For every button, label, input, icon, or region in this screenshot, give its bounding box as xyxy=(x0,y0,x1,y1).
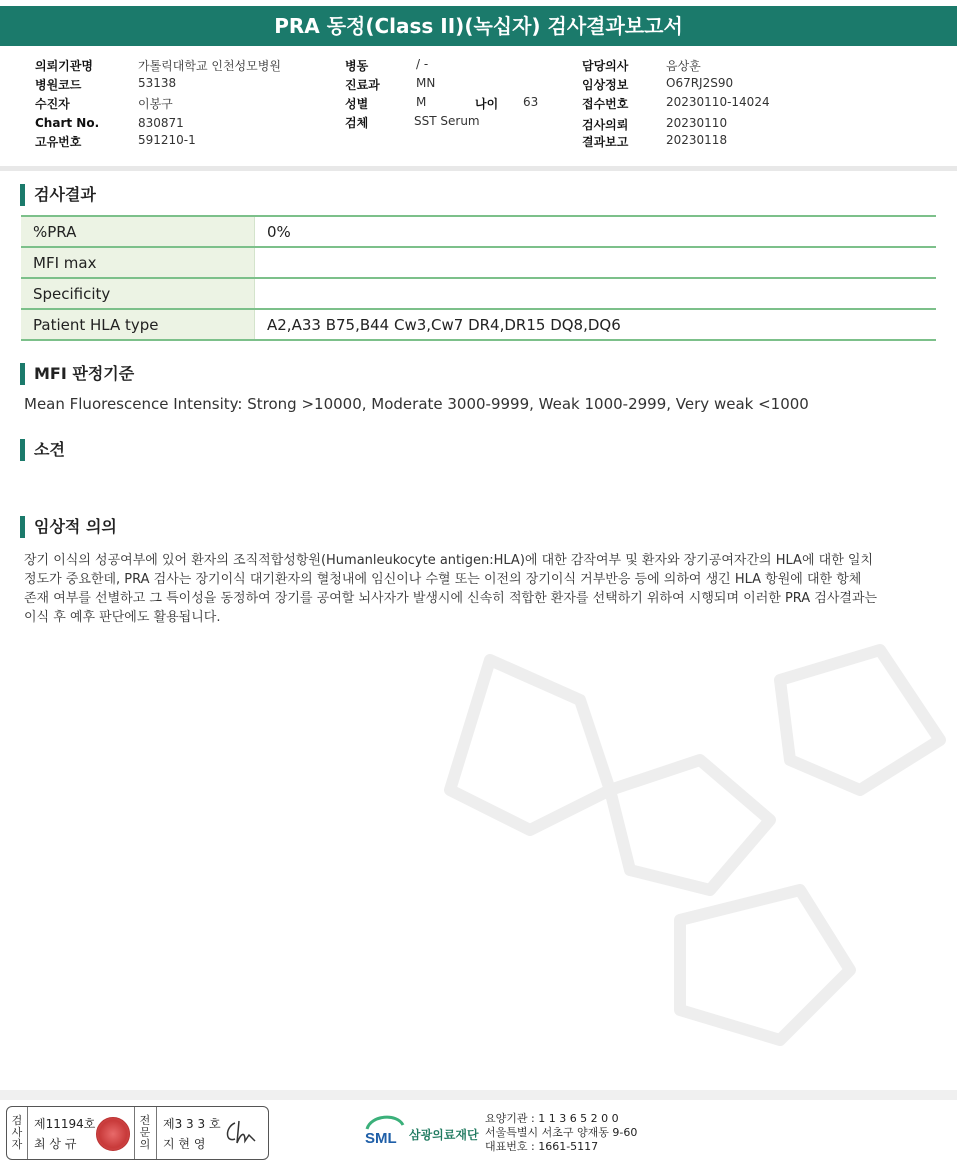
table-row xyxy=(21,278,936,309)
chart-no-value: 830871 xyxy=(138,116,184,130)
sex-label: 성별 xyxy=(345,97,369,111)
result-value xyxy=(255,278,937,309)
examinee-label: 수진자 xyxy=(35,97,70,111)
signature-icon xyxy=(221,1117,261,1147)
specialist-license: 제3 3 3 호 xyxy=(163,1117,221,1131)
clinical-info-value: O67RJ2S90 xyxy=(666,76,734,90)
report-date-value: 20230118 xyxy=(666,133,728,147)
result-value xyxy=(255,247,937,278)
unique-id-label: 고유번호 xyxy=(35,135,82,149)
hospital-code-label: 병원코드 xyxy=(35,78,82,92)
footer-contact xyxy=(485,1112,637,1154)
results-table xyxy=(21,215,936,341)
dept-label: 진료과 xyxy=(345,78,380,92)
watermark-cross-icon xyxy=(380,620,957,1100)
inspector-license: 제11194호 xyxy=(34,1117,96,1131)
report-title: PRA 동정(Class II)(녹십자) 검사결과보고서 xyxy=(0,6,957,46)
signature-box xyxy=(6,1106,269,1160)
table-row xyxy=(21,309,936,340)
receipt-no-value: 20230110-14024 xyxy=(666,95,770,109)
doctor-label: 담당의사 xyxy=(582,59,629,73)
section-mfi-title: MFI 판정기준 xyxy=(20,363,134,385)
divider xyxy=(27,1107,28,1159)
inspector-vertical-label: 검사자 xyxy=(11,1114,23,1151)
receipt-no-label: 접수번호 xyxy=(582,97,629,111)
footer-line-phone: 대표번호 : 1661-5117 xyxy=(485,1140,599,1153)
sex-value: M xyxy=(416,95,427,109)
logo-text: SML xyxy=(365,1130,397,1147)
report-date-label: 결과보고 xyxy=(582,135,629,149)
inspector-name: 최 상 규 xyxy=(34,1137,77,1151)
divider xyxy=(156,1107,157,1159)
unique-id-value: 591210-1 xyxy=(138,133,196,147)
patient-info xyxy=(0,50,957,165)
result-value: A2,A33 B75,B44 Cw3,Cw7 DR4,DR15 DQ8,DQ6 xyxy=(255,309,937,340)
hospital-label: 의뢰기관명 xyxy=(35,59,93,73)
section-findings-title: 소견 xyxy=(20,439,65,461)
specimen-label: 검체 xyxy=(345,116,369,130)
hospital-code-value: 53138 xyxy=(138,76,177,90)
divider xyxy=(134,1107,135,1159)
specialist-name: 지 현 영 xyxy=(163,1137,206,1151)
request-date-value: 20230110 xyxy=(666,116,728,130)
chart-no-label: Chart No. xyxy=(35,116,100,130)
result-key: Specificity xyxy=(21,278,255,309)
table-row xyxy=(21,247,936,278)
age-label: 나이 xyxy=(475,97,499,111)
result-key: MFI max xyxy=(21,247,255,278)
result-key: Patient HLA type xyxy=(21,309,255,340)
ward-value: / - xyxy=(416,57,429,71)
header-divider xyxy=(0,166,957,171)
specialist-vertical-label: 전문의 xyxy=(139,1114,151,1151)
ward-label: 병동 xyxy=(345,59,369,73)
dept-value: MN xyxy=(416,76,436,90)
age-value: 63 xyxy=(523,95,539,109)
footer-line-institution: 요양기관 : 1 1 3 6 5 2 0 0 xyxy=(485,1112,619,1125)
section-results-title: 검사결과 xyxy=(20,184,96,206)
request-date-label: 검사의뢰 xyxy=(582,118,629,132)
mfi-criteria-text: Mean Fluorescence Intensity: Strong >10000, Moderate 3000-9999, Weak 1000-2999, Very weak <1000 xyxy=(24,395,809,413)
hospital-value: 가톨릭대학교 인천성모병원 xyxy=(138,59,281,73)
sml-logo-icon xyxy=(363,1111,407,1151)
clinical-significance-text: 장기 이식의 성공여부에 있어 환자의 조직적합성항원(Humanleukocyte antigen:HLA)에 대한 감작여부 및 환자와 장기공여자간의 HLA에 대한 일치 정도가 중요한데, PRA 검사는 장기이식 대기환자의 혈청내에 임신이나 수혈 또는 이전의 장기이식 거부반응 등에 의하여 생긴 HLA 항원에 대한 항체 존재 여부를 선별하고 그 특이성을 동정하여 장기를 공여할 뇌사자가 발생시에 신속히 적합한 환자를 선택하기 위하여 시행되며 이러한 PRA 검사결과는 이식 후 예후 판단에도 활용됩니다. xyxy=(24,553,878,625)
result-key: %PRA xyxy=(21,216,255,247)
table-row xyxy=(21,216,936,247)
footer-divider xyxy=(0,1090,957,1100)
specimen-value: SST Serum xyxy=(414,114,480,128)
doctor-value: 음상훈 xyxy=(666,59,701,73)
seal-stamp-icon xyxy=(96,1117,130,1151)
clinical-info-label: 임상정보 xyxy=(582,78,629,92)
section-clinical-title: 임상적 의의 xyxy=(20,516,117,538)
footer-line-address: 서울특별시 서초구 양재동 9-60 xyxy=(485,1126,638,1139)
result-value: 0% xyxy=(255,216,937,247)
footer-org-name: 삼광의료재단 xyxy=(409,1128,479,1142)
examinee-value: 이봉구 xyxy=(138,97,173,111)
